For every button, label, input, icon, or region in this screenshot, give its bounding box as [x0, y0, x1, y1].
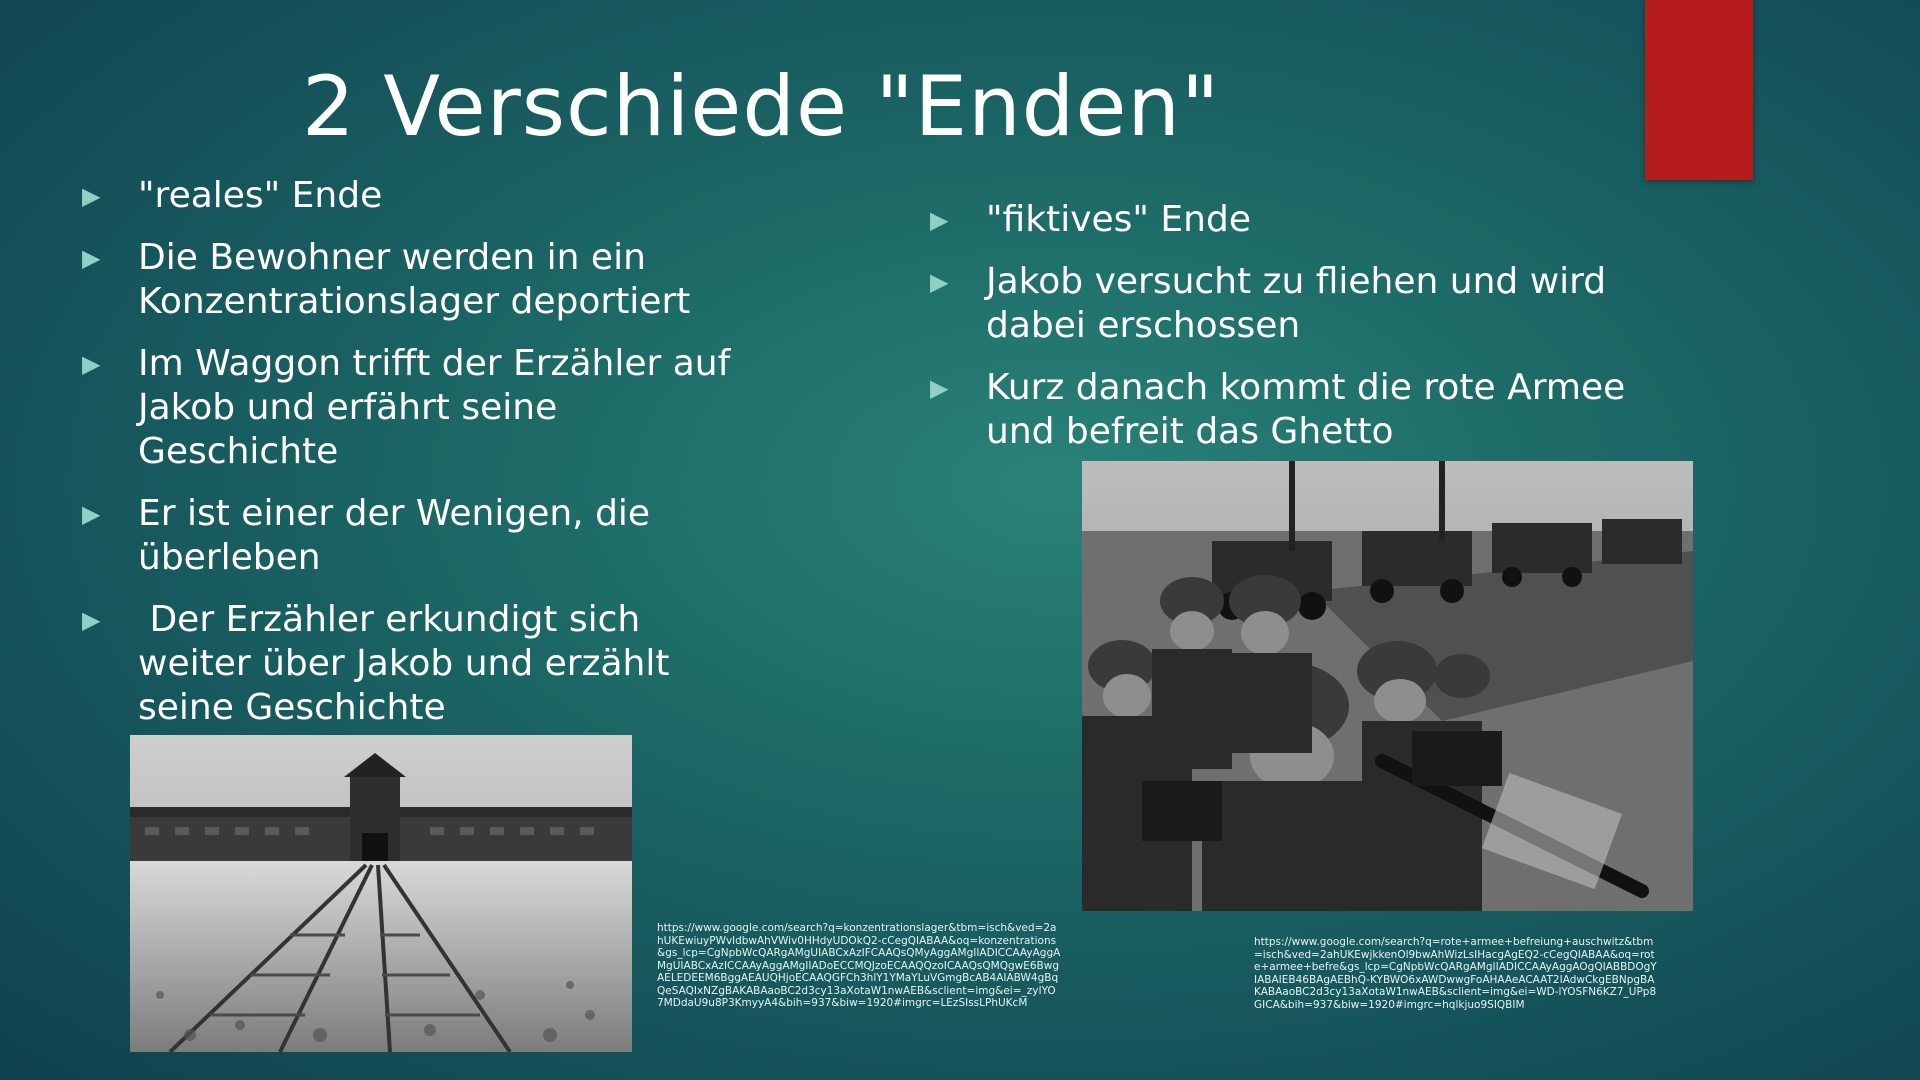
image-source-link-right[interactable]: https://www.google.com/search?q=rote+armee+befreiung+auschwitz&tbm=isch&ved=2ahUKEwjkkenOl9bwAhWizLsIHacgAgEQ2-cCegQIABAA&oq=rote+armee+befre&gs_lcp=CgNpbWcQARgAMgIIADICCAAyAggAOgQIABBDOgYIABAIEB46BAgAEBhQ-KYBWO6xAWDwwgFoAHAAeACAAT2IAdwCkgEBNpgBAKABAaoBC2d3cy13aXotaW1nwAEB&sclient=img&ei=WD-lYOSFN6KZ7_UPp8GICA&bih=937&biw=1920#imgrc=hqlkjuo9SIQBIM: [1254, 936, 1657, 1011]
slide-title: 2 Verschiede "Enden": [302, 58, 1221, 155]
bullet-text: "reales" Ende: [138, 175, 383, 216]
bullet-text: "fiktives" Ende: [986, 199, 1251, 240]
list-item: [80, 492, 760, 580]
bullet-text: Im Waggon trifft der Erzähler auf Jakob und erfährt seine Geschichte: [138, 343, 731, 472]
right-column: [928, 198, 1648, 472]
camp-gate-photo: [130, 735, 632, 1052]
triangle-right-icon: ▶: [930, 206, 949, 234]
triangle-right-icon: ▶: [82, 182, 101, 210]
triangle-right-icon: ▶: [930, 374, 949, 402]
list-item: [928, 198, 1648, 242]
red-army-photo: [1082, 461, 1693, 911]
list-item: [80, 342, 760, 474]
left-column: [80, 174, 760, 748]
list-item: [80, 598, 760, 730]
triangle-right-icon: ▶: [82, 606, 101, 634]
list-item: [80, 174, 760, 218]
triangle-right-icon: ▶: [82, 244, 101, 272]
triangle-right-icon: ▶: [82, 350, 101, 378]
bullet-text: Die Bewohner werden in ein Konzentrationslager deportiert: [138, 237, 691, 322]
accent-tab: [1645, 0, 1753, 180]
triangle-right-icon: ▶: [930, 268, 949, 296]
list-item: [80, 236, 760, 324]
image-source-link-left[interactable]: https://www.google.com/search?q=konzentrationslager&tbm=isch&ved=2ahUKEwiuyPWvldbwAhVWiv0HHdyUDOkQ2-cCegQIABAA&oq=konzentrations&gs_lcp=CgNpbWcQARgAMgUIABCxAzIFCAAQsQMyAggAMgIIADICCAAyAggAMgUIABCxAzICCAAyAggAMgIIADoECCMQJzoECAAQQzoICAAQsQMQgwE6BwgAELEDEEM6BggAEAUQHjoECAAQGFCh3hlY1YMaYLuVGmgBcAB4AIABW4gBqQeSAQIxNZgBAKABAaoBC2d3cy13aXotaW1nwAEB&sclient=img&ei=_zyIYO7MDdaU9u8P3KmyyA4&bih=937&biw=1920#imgrc=LEzSIssLPhUKcM: [657, 922, 1061, 1009]
bullet-text: Jakob versucht zu fliehen und wird dabei erschossen: [986, 261, 1607, 346]
triangle-right-icon: ▶: [82, 500, 101, 528]
bullet-text: Er ist einer der Wenigen, die überleben: [138, 493, 651, 578]
bullet-text: Kurz danach kommt die rote Armee und befreit das Ghetto: [986, 367, 1626, 452]
list-item: [928, 366, 1648, 454]
list-item: [928, 260, 1648, 348]
bullet-text: Der Erzähler erkundigt sich weiter über Jakob und erzählt seine Geschichte: [138, 599, 681, 728]
